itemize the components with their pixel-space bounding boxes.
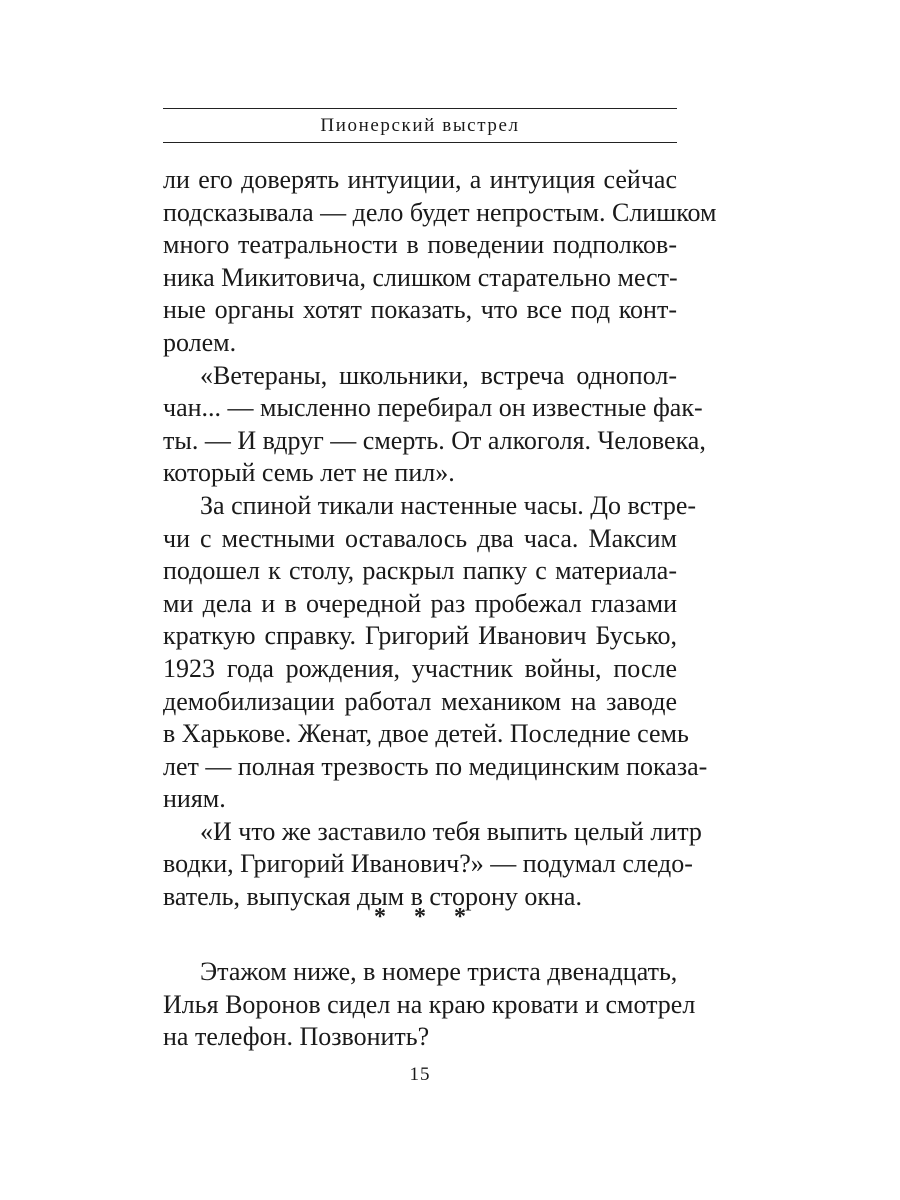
text-line: который семь лет не пил».	[163, 458, 455, 488]
text-line: За спиной тикали настенные часы. До встре-	[200, 490, 697, 520]
running-head: Пионерский выстрел	[320, 115, 520, 136]
second-section-text	[163, 956, 696, 1054]
text-line: «И что же заставило тебя выпить целый литр	[200, 816, 702, 846]
text-line: ниям.	[163, 784, 226, 814]
text-line: демобилизации работал механиком на заводе	[163, 686, 677, 716]
text-line: ника Микитовича, слишком старательно мест-	[163, 262, 678, 292]
paragraph	[163, 956, 696, 1054]
text-line: водки, Григорий Иванович?» — подумал следо-	[163, 849, 693, 879]
section-separator: * * *	[374, 904, 466, 930]
text-line: лет — полная трезвость по медицинским показа-	[163, 751, 708, 781]
text-line: чи с местными оставалось два часа. Максим	[163, 523, 677, 553]
text-line: Этажом ниже, в номере триста двенадцать,	[200, 957, 678, 986]
text-line: в Харькове. Женат, двое детей. Последние семь	[163, 719, 689, 749]
text-line: ролем.	[163, 327, 237, 357]
text-line: чан... — мысленно перебирал он известные фак-	[163, 393, 703, 423]
text-line: подсказывала — дело будет непростым. Слишком	[163, 197, 717, 227]
text-line: Илья Воронов сидел на краю кровати и смотрел	[163, 989, 696, 1019]
text-line: на телефон. Позвонить?	[163, 1022, 430, 1052]
page-number: 15	[409, 1064, 431, 1085]
text-line: ми дела и в очередной раз пробежал глазами	[163, 588, 677, 618]
main-text-block	[163, 164, 717, 914]
text-line: 1923 года рождения, участник войны, после	[163, 653, 677, 683]
paragraph	[163, 490, 708, 816]
text-line: краткую справку. Григорий Иванович Бусько,	[163, 621, 677, 651]
paragraph	[163, 816, 702, 914]
text-line: «Ветераны, школьники, встреча однопол-	[200, 360, 677, 390]
paragraph	[163, 360, 706, 490]
header-rule-bottom	[163, 142, 677, 143]
text-line: ты. — И вдруг — смерть. От алкоголя. Человека,	[163, 425, 706, 455]
header-rule-top	[163, 108, 677, 109]
text-line: ные органы хотят показать, что все под конт-	[163, 295, 677, 325]
text-line: много театральности в поведении подполков-	[163, 230, 677, 260]
text-line: ватель, выпуская дым в сторону окна.	[163, 882, 582, 912]
text-line: подошел к столу, раскрыл папку с материала-	[163, 556, 677, 586]
text-line: ли его доверять интуиции, а интуиция сейчас	[163, 165, 677, 194]
paragraph	[163, 164, 717, 360]
